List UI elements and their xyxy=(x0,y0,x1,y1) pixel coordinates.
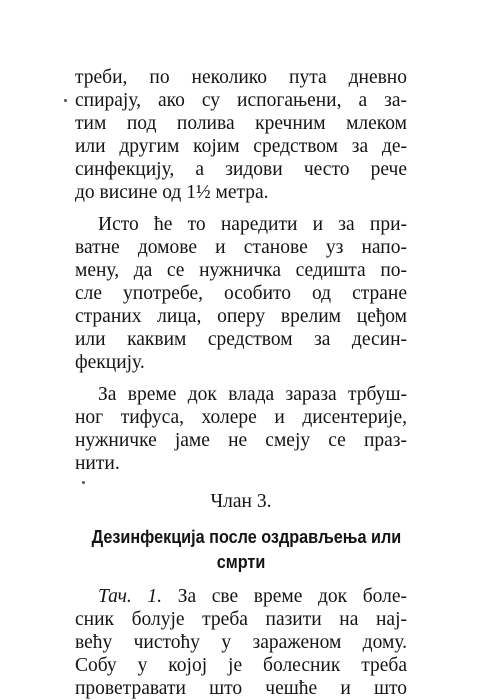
text-line: Исто ће то наредити и за при- xyxy=(98,214,407,235)
text-line: спирају, ако су испогањени, а за- xyxy=(75,90,407,111)
text-line: тим под полива кречним млеком xyxy=(75,113,407,134)
text-line: већу чистоћу у зараженом дому. xyxy=(75,632,407,653)
text-line xyxy=(98,585,407,608)
text-line: или каквим средством за десин- xyxy=(75,329,407,350)
text-line: сник болује треба пазити на нај- xyxy=(75,609,407,630)
margin-mark xyxy=(82,481,85,484)
text-line: нужничке јаме не смеју се праз- xyxy=(75,430,407,451)
text-line: сле употребе, особито од стране xyxy=(75,283,407,304)
section-heading-line: смрти xyxy=(216,552,266,572)
text-line: фекцију. xyxy=(75,352,145,373)
article-title: Члан 3. xyxy=(210,491,272,512)
margin-mark xyxy=(64,99,67,102)
text-line: треби, по неколико пута дневно xyxy=(75,67,407,88)
text-line: ног тифуса, холере и дисентерије, xyxy=(75,407,407,428)
text-line: или другим којим средством за де- xyxy=(75,136,407,157)
text-line: Собу у којој је болесник треба xyxy=(75,655,407,676)
paragraph-lead: Тач. 1. xyxy=(98,586,163,607)
text-line: синфекцију, а зидови често рече xyxy=(75,159,407,180)
text-line: За време док влада зараза трбуш- xyxy=(98,384,407,405)
text-line: проветравати што чешће и што xyxy=(75,678,407,699)
text-line: мену, да се нужничка седишта по- xyxy=(75,260,407,281)
paragraph-text: За све време док боле- xyxy=(177,586,408,607)
text-line: ватне домове и станове уз напо- xyxy=(75,237,407,258)
section-heading-line: Дезинфекција после оздрављења или xyxy=(91,527,402,547)
text-line: нити. xyxy=(75,453,120,474)
text-line: страних лица, оперу врелим цеђом xyxy=(75,306,407,327)
text-line: до висине од 1½ метра. xyxy=(75,182,269,203)
